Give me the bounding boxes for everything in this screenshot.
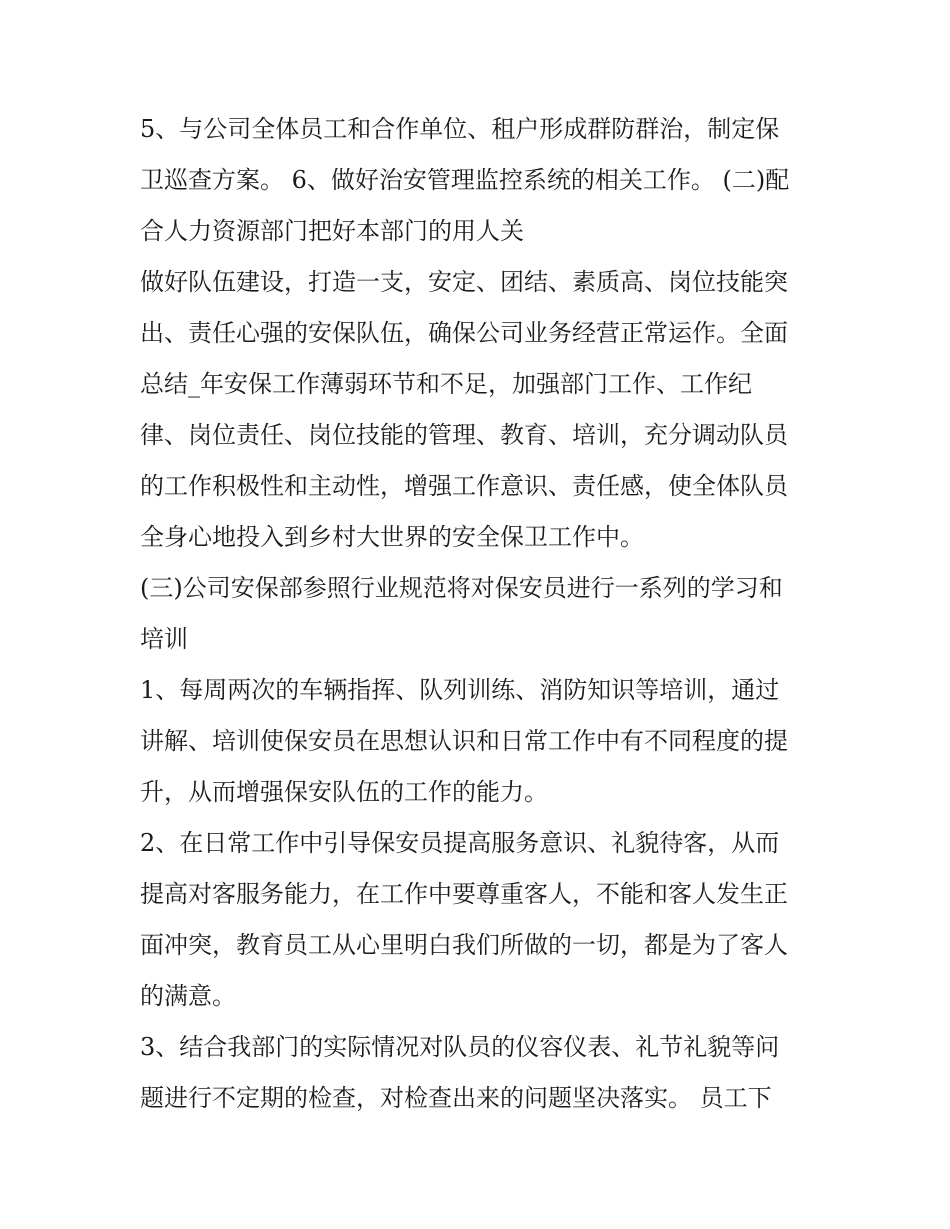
text-line: 讲解、培训使保安员在思想认识和日常工作中有不同程度的提 xyxy=(140,727,788,755)
text-line: 做好队伍建设，打造一支，安定、团结、素质高、岗位技能突 xyxy=(140,268,788,296)
text-line: 面冲突，教育员工从心里明白我们所做的一切，都是为了客人 xyxy=(140,931,788,959)
text-line: 卫巡查方案。 6、做好治安管理监控系统的相关工作。 (二)配 xyxy=(140,166,790,194)
text-line: (三)公司安保部参照行业规范将对保安员进行一系列的学习和 xyxy=(140,574,783,602)
text-line: 题进行不定期的检查，对检查出来的问题坚决落实。 员工下 xyxy=(140,1084,772,1112)
text-line: 5、与公司全体员工和合作单位、租户形成群防群治，制定保 xyxy=(140,115,780,143)
text-line: 合人力资源部门把好本部门的用人关 xyxy=(140,217,524,245)
text-line: 2、在日常工作中引导保安员提高服务意识、礼貌待客，从而 xyxy=(140,829,780,857)
text-line: 1、每周两次的车辆指挥、队列训练、消防知识等培训，通过 xyxy=(140,676,780,704)
text-line: 全身心地投入到乡村大世界的安全保卫工作中。 xyxy=(140,523,644,551)
text-line: 律、岗位责任、岗位技能的管理、教育、培训，充分调动队员 xyxy=(140,421,788,449)
text-line: 培训 xyxy=(140,625,188,653)
text-line: 的满意。 xyxy=(140,982,236,1010)
text-line: 3、结合我部门的实际情况对队员的仪容仪表、礼节礼貌等问 xyxy=(140,1033,780,1061)
text-line: 升，从而增强保安队伍的工作的能力。 xyxy=(140,778,548,806)
text-line: 总结_年安保工作薄弱环节和不足，加强部门工作、工作纪 xyxy=(140,370,752,398)
text-line: 出、责任心强的安保队伍，确保公司业务经营正常运作。全面 xyxy=(140,319,788,347)
document-body xyxy=(140,104,820,1124)
text-line: 的工作积极性和主动性，增强工作意识、责任感，使全体队员 xyxy=(140,472,788,500)
text-line: 提高对客服务能力，在工作中要尊重客人，不能和客人发生正 xyxy=(140,880,788,908)
